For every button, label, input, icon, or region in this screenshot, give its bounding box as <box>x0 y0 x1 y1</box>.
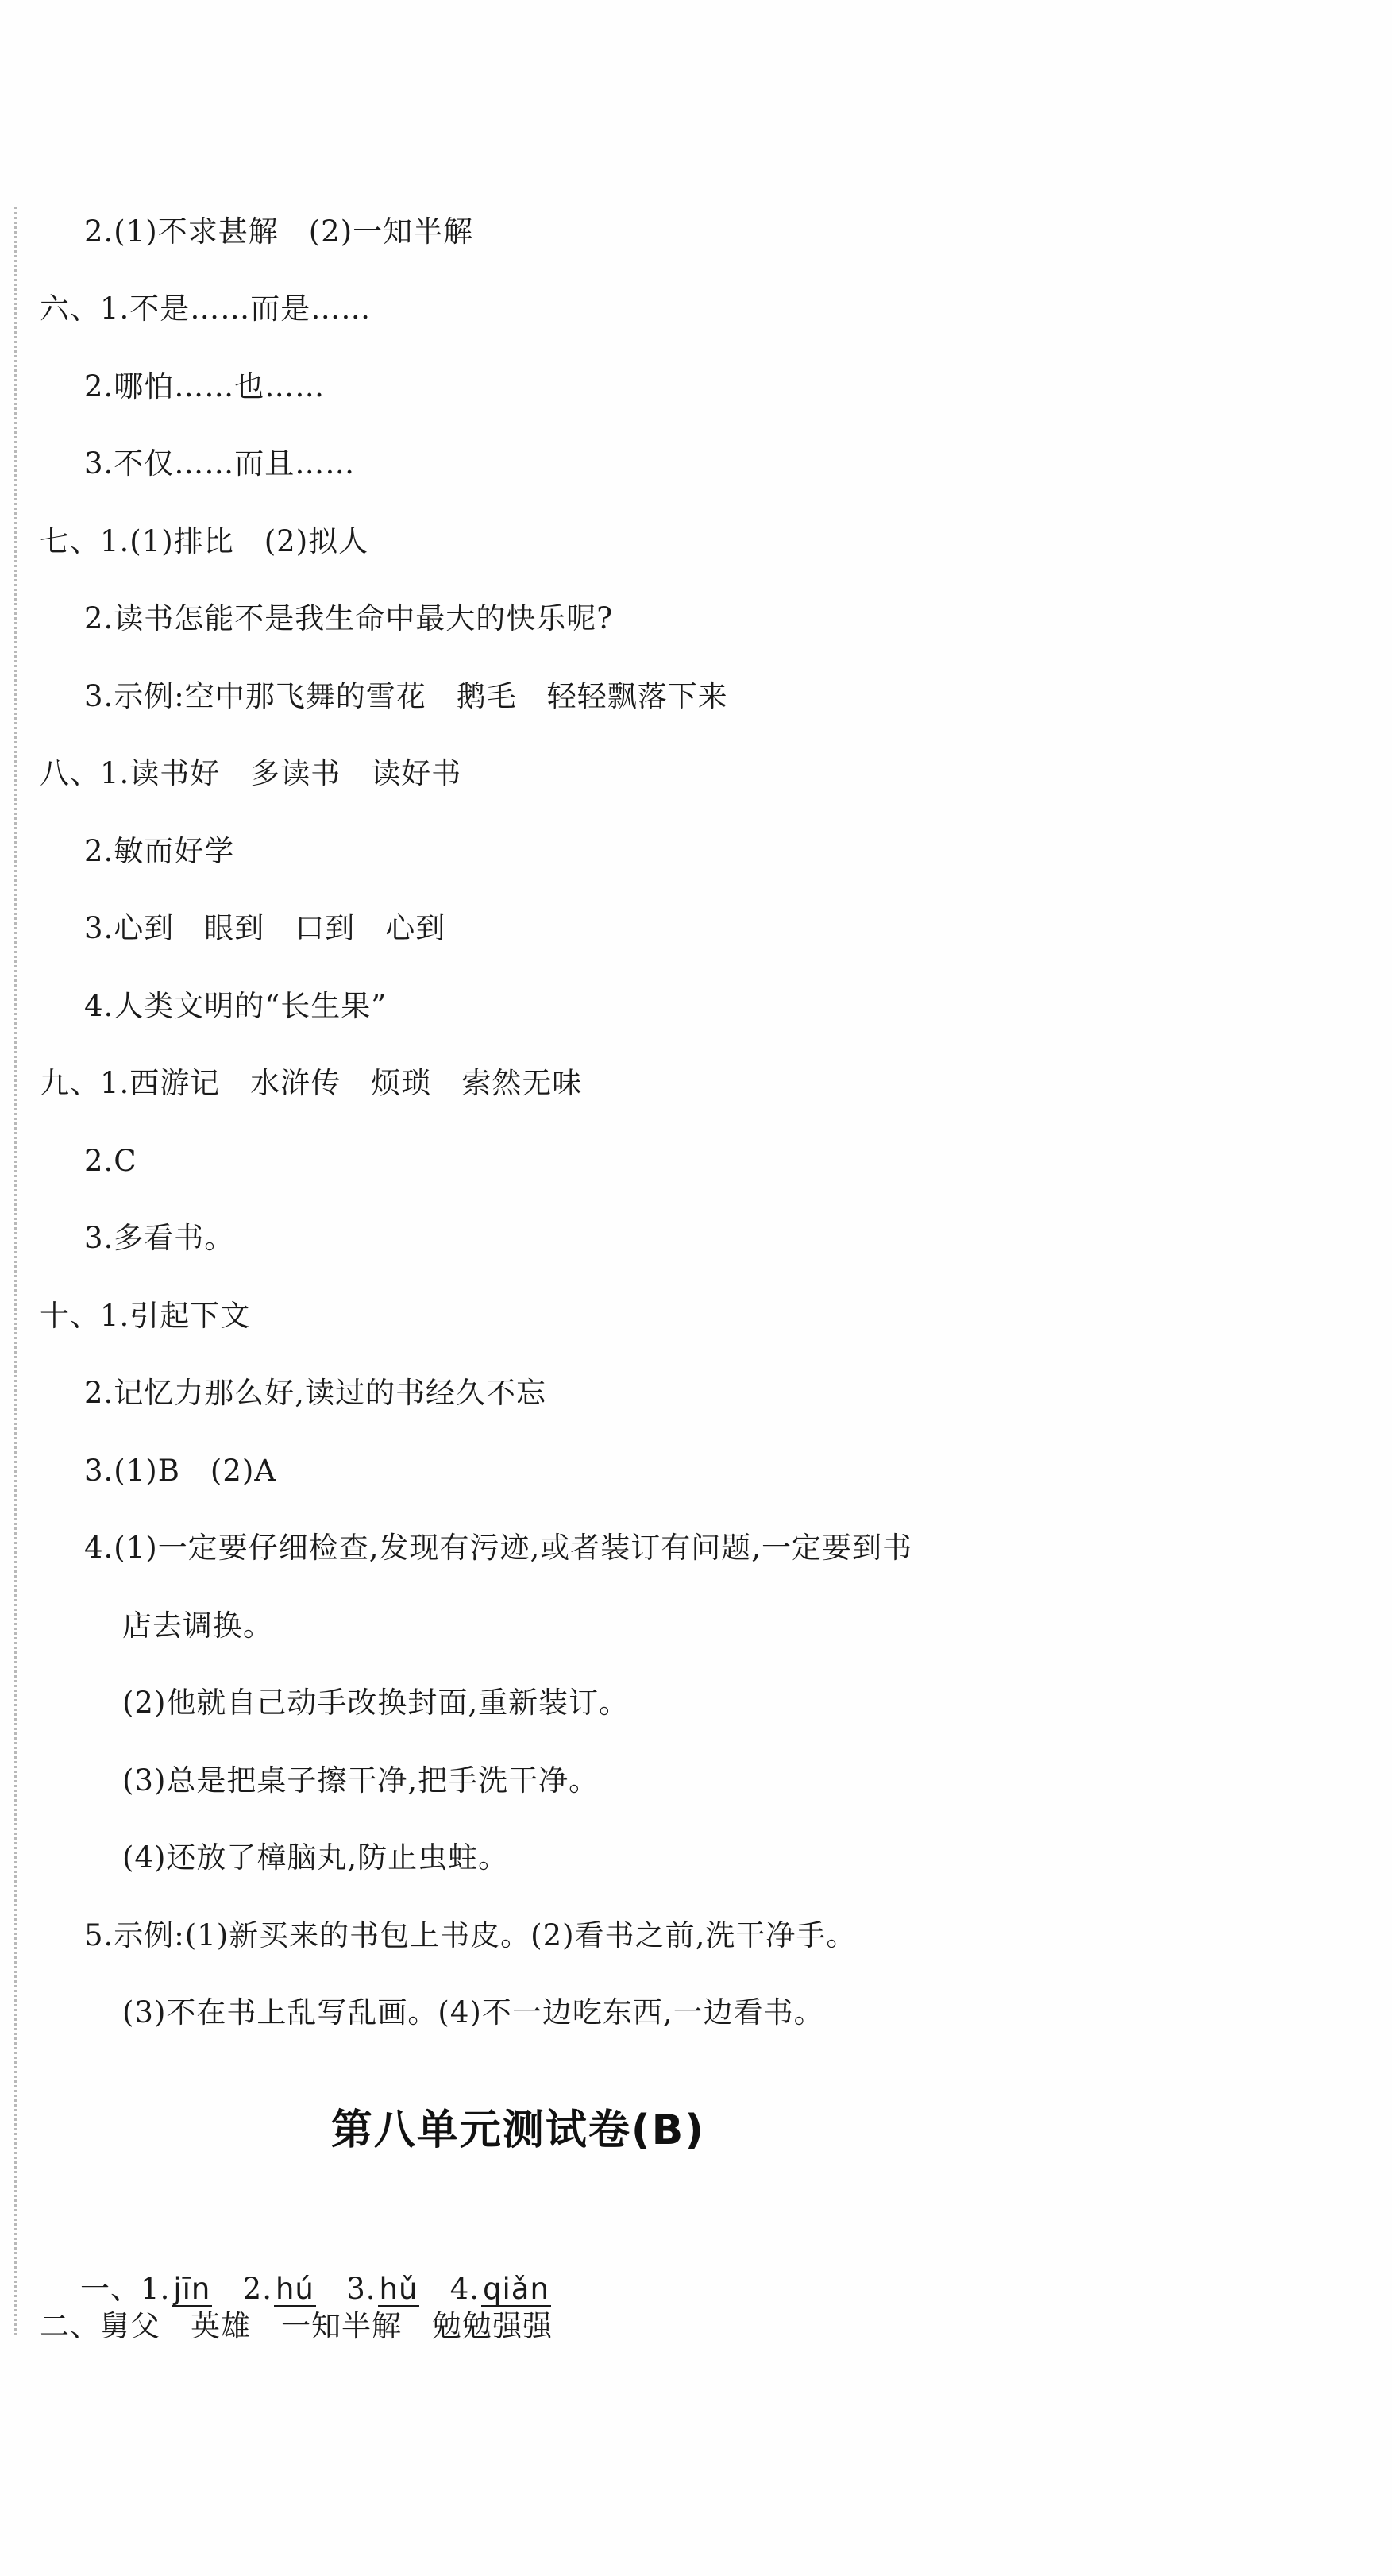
answer-line: 2.读书怎能不是我生命中最大的快乐呢? <box>84 601 614 635</box>
answer-line: (3)不在书上乱写乱画。(4)不一边吃东西,一边看书。 <box>122 1995 824 2030</box>
pinyin-answer: qiǎn <box>483 2272 549 2306</box>
answer-line: 3.心到 眼到 口到 心到 <box>84 911 446 945</box>
answer-line: 3.不仅……而且…… <box>84 446 356 481</box>
binding-margin-line <box>14 207 17 2335</box>
answer-line: 六、1.不是……而是…… <box>40 292 372 326</box>
answer-line: 3.示例:空中那飞舞的雪花 鹅毛 轻轻飘落下来 <box>84 679 728 713</box>
answer-line: 5.示例:(1)新买来的书包上书皮。(2)看书之前,洗干净手。 <box>84 1918 857 1952</box>
answer-line: (2)他就自己动手改换封面,重新装订。 <box>122 1686 630 1720</box>
pinyin-answer: hǔ <box>379 2272 418 2306</box>
pinyin-answer: hú <box>275 2272 314 2306</box>
answer-line: 店去调换。 <box>122 1609 273 1643</box>
answer-line: (3)总是把桌子擦干净,把手洗干净。 <box>122 1763 600 1798</box>
answer-line: 2.敏而好学 <box>84 834 235 868</box>
answer-line: 3.多看书。 <box>84 1221 235 1255</box>
answer-line: 七、1.(1)排比 (2)拟人 <box>40 524 369 558</box>
answer-line: 3.(1)B (2)A <box>84 1454 277 1488</box>
pinyin-answer: jīn <box>173 2272 211 2306</box>
answer-line: 十、1.引起下文 <box>40 1299 251 1333</box>
pinyin-row-prefix: 一、1. <box>80 2272 171 2306</box>
pinyin-item-number: 2. <box>242 2272 272 2306</box>
answer-line: 2.C <box>84 1144 137 1178</box>
answer-line: 九、1.西游记 水浒传 烦琐 索然无味 <box>40 1066 583 1100</box>
answer-line: 二、舅父 英雄 一知半解 勉勉强强 <box>40 2309 553 2343</box>
pinyin-item-number: 4. <box>449 2272 480 2306</box>
answer-line: 2.哪怕……也…… <box>84 369 326 404</box>
answer-line: 八、1.读书好 多读书 读好书 <box>40 756 462 790</box>
answer-line: 4.人类文明的“长生果” <box>84 989 388 1023</box>
section-title: 第八单元测试卷(B) <box>330 2107 706 2154</box>
answer-line: (4)还放了樟脑丸,防止虫蛀。 <box>122 1840 509 1875</box>
answer-line: 2.(1)不求甚解 (2)一知半解 <box>84 214 474 249</box>
pinyin-item-number: 3. <box>346 2272 376 2306</box>
answer-line: 4.(1)一定要仔细检查,发现有污迹,或者装订有问题,一定要到书 <box>84 1531 912 1565</box>
answer-line: 2.记忆力那么好,读过的书经久不忘 <box>84 1376 547 1410</box>
